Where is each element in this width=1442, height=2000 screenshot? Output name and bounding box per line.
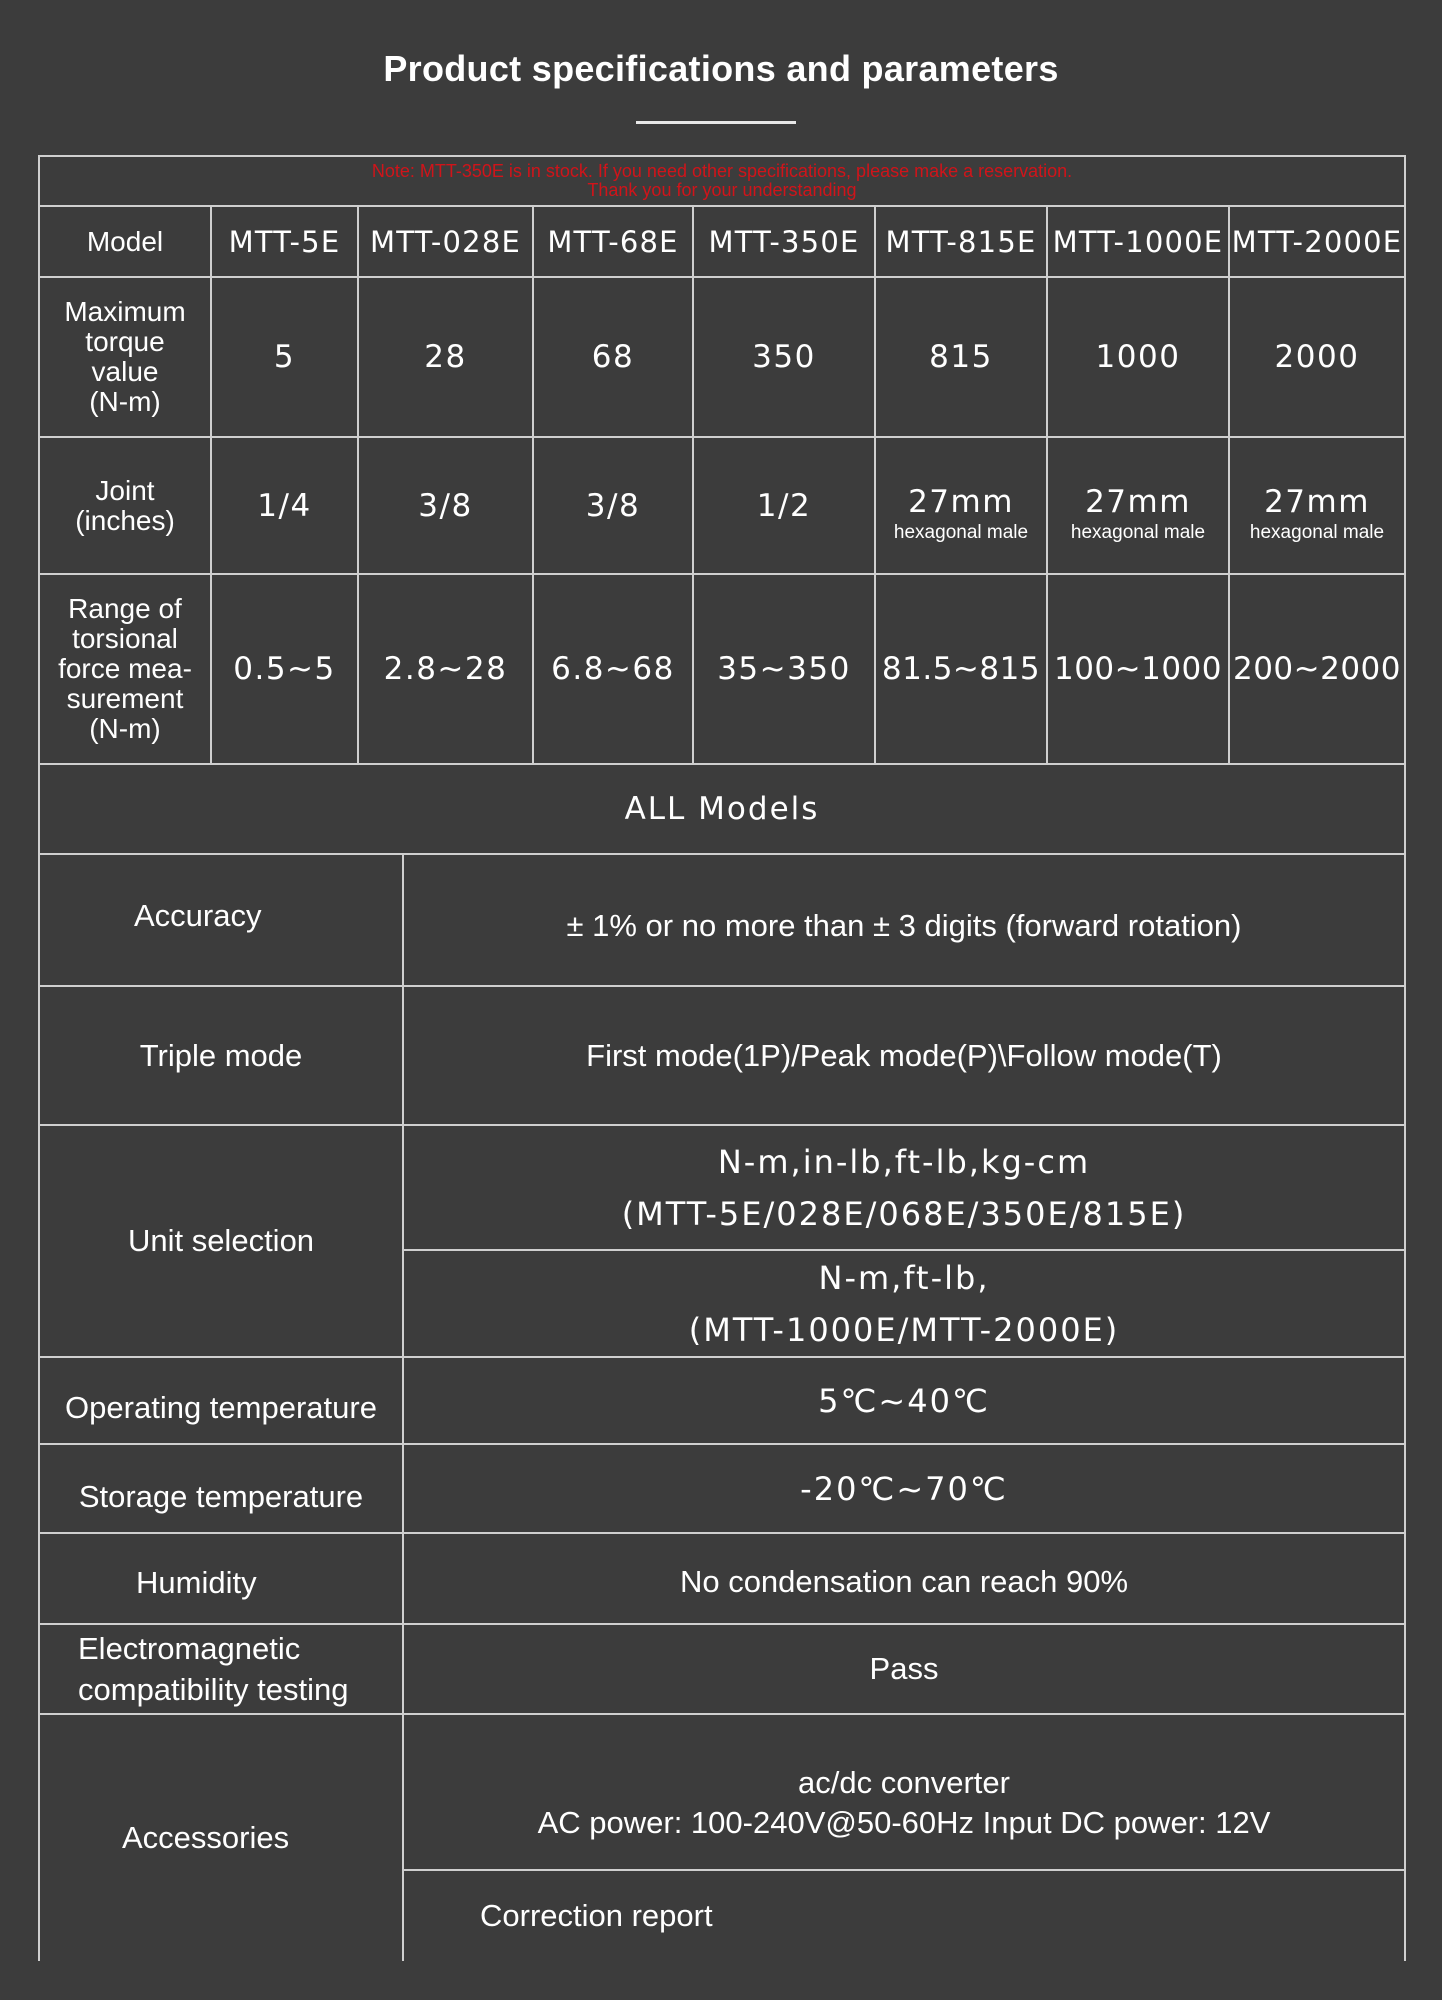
max-torque-value: 1000 bbox=[1095, 339, 1181, 375]
row-label-unit-selection bbox=[40, 1126, 404, 1358]
storage-temp-value-cell bbox=[404, 1445, 1404, 1534]
row-label-triple-mode bbox=[40, 987, 404, 1126]
stock-note-line-2: Thank you for your understanding bbox=[587, 180, 857, 200]
accuracy-value-cell bbox=[404, 855, 1404, 987]
max-torque-cell bbox=[1048, 278, 1230, 438]
triple-mode-value-cell bbox=[404, 987, 1404, 1126]
accessory-converter-spec: AC power: 100-240V@50-60Hz Input DC power: 12V bbox=[537, 1805, 1271, 1840]
range-value: 81.5~815 bbox=[881, 651, 1041, 687]
unit-group-1-models: (MTT-5E/028E/068E/350E/815E) bbox=[621, 1194, 1187, 1233]
model-name: MTT-815E bbox=[885, 224, 1037, 259]
unit-group-2-units: N-m,ft-lb, bbox=[818, 1258, 990, 1297]
row-label-line: value bbox=[91, 356, 159, 387]
title-underline bbox=[636, 121, 796, 124]
emc-value: Pass bbox=[869, 1651, 939, 1686]
max-torque-value: 815 bbox=[929, 339, 993, 375]
max-torque-value: 5 bbox=[273, 339, 296, 375]
model-header-cell bbox=[1230, 207, 1404, 278]
joint-value: 3/8 bbox=[418, 487, 473, 524]
accessory-correction-report: Correction report bbox=[480, 1898, 713, 1933]
range-cell bbox=[212, 575, 359, 765]
row-label-line: surement bbox=[66, 683, 184, 714]
joint-subtext: hexagonal male bbox=[1249, 521, 1385, 543]
range-value: 35~350 bbox=[717, 651, 851, 687]
model-header-cell bbox=[1048, 207, 1230, 278]
row-label-storage-temp bbox=[40, 1445, 404, 1534]
humidity-value-cell bbox=[404, 1534, 1404, 1625]
joint-value: 3/8 bbox=[585, 487, 641, 524]
joint-value: 27mm bbox=[1085, 483, 1191, 520]
range-value: 200~2000 bbox=[1232, 651, 1402, 687]
storage-temp-label: Storage temperature bbox=[78, 1478, 364, 1514]
storage-temp-value: -20℃~70℃ bbox=[800, 1469, 1008, 1508]
row-label-line: torsional bbox=[72, 623, 178, 654]
max-torque-value: 68 bbox=[591, 339, 635, 375]
model-header-cell bbox=[534, 207, 694, 278]
emc-label-line-2: compatibility testing bbox=[78, 1672, 349, 1707]
model-header-cell bbox=[359, 207, 534, 278]
stock-note bbox=[40, 157, 1404, 207]
all-models-heading-text: ALL Models bbox=[624, 791, 820, 827]
range-cell bbox=[534, 575, 694, 765]
row-label-line: torque bbox=[85, 326, 165, 357]
model-name: MTT-68E bbox=[547, 224, 679, 259]
unit-group-2-models: (MTT-1000E/MTT-2000E) bbox=[688, 1310, 1120, 1349]
row-label-line: Maximum bbox=[64, 296, 186, 327]
operating-temp-value: 5℃~40℃ bbox=[818, 1381, 990, 1420]
row-label-line: (inches) bbox=[75, 504, 175, 536]
row-label-line: (N-m) bbox=[89, 386, 161, 417]
row-label-model-text: Model bbox=[86, 225, 164, 257]
range-value: 2.8~28 bbox=[383, 651, 508, 687]
row-label-max-torque bbox=[40, 278, 212, 438]
range-value: 100~1000 bbox=[1053, 651, 1223, 687]
range-value: 6.8~68 bbox=[551, 651, 675, 687]
spec-table bbox=[38, 155, 1406, 1961]
range-value: 0.5~5 bbox=[233, 651, 336, 687]
row-label-joint bbox=[40, 438, 212, 575]
range-cell bbox=[359, 575, 534, 765]
joint-cell bbox=[876, 438, 1048, 575]
page-title: Product specifications and parameters bbox=[383, 48, 1059, 89]
joint-value: 27mm bbox=[1264, 483, 1370, 520]
humidity-value: No condensation can reach 90% bbox=[679, 1563, 1129, 1599]
row-label-emc bbox=[40, 1625, 404, 1715]
max-torque-value: 28 bbox=[424, 339, 467, 375]
max-torque-value: 2000 bbox=[1274, 339, 1360, 375]
joint-value: 1/4 bbox=[257, 487, 312, 524]
joint-subtext: hexagonal male bbox=[1070, 521, 1206, 543]
row-label-operating-temp bbox=[40, 1358, 404, 1445]
model-name: MTT-028E bbox=[369, 224, 522, 259]
unit-group-2-cell bbox=[404, 1251, 1404, 1358]
accessory-converter-name: ac/dc converter bbox=[798, 1765, 1010, 1800]
joint-value: 27mm bbox=[908, 483, 1014, 520]
range-cell bbox=[694, 575, 876, 765]
joint-subtext: hexagonal male bbox=[893, 521, 1029, 543]
model-name: MTT-1000E bbox=[1052, 224, 1224, 259]
unit-group-1-cell bbox=[404, 1126, 1404, 1251]
joint-cell bbox=[534, 438, 694, 575]
triple-mode-value: First mode(1P)/Peak mode(P)\Follow mode(T) bbox=[586, 1037, 1222, 1073]
humidity-label: Humidity bbox=[136, 1564, 257, 1600]
model-header-cell bbox=[212, 207, 359, 278]
range-cell bbox=[1230, 575, 1404, 765]
emc-value-cell bbox=[404, 1625, 1404, 1715]
joint-cell bbox=[1230, 438, 1404, 575]
range-cell bbox=[1048, 575, 1230, 765]
max-torque-cell bbox=[212, 278, 359, 438]
joint-cell bbox=[212, 438, 359, 575]
joint-cell bbox=[359, 438, 534, 575]
operating-temp-label: Operating temperature bbox=[65, 1389, 377, 1425]
emc-label-line-1: Electromagnetic bbox=[78, 1631, 301, 1666]
row-label-range bbox=[40, 575, 212, 765]
model-name: MTT-2000E bbox=[1231, 224, 1403, 259]
model-name: MTT-350E bbox=[708, 224, 860, 259]
row-label-humidity bbox=[40, 1534, 404, 1625]
accessory-correction-report-cell bbox=[404, 1871, 1404, 1961]
accuracy-label: Accuracy bbox=[134, 898, 262, 933]
row-label-accessories bbox=[40, 1715, 404, 1961]
row-label-line: Joint bbox=[95, 474, 155, 506]
row-label-accuracy bbox=[40, 855, 404, 987]
max-torque-cell bbox=[1230, 278, 1404, 438]
joint-cell bbox=[694, 438, 876, 575]
unit-group-1-units: N-m,in-lb,ft-lb,kg-cm bbox=[717, 1142, 1091, 1181]
accuracy-value: ± 1% or no more than ± 3 digits (forward rotation) bbox=[566, 908, 1242, 943]
max-torque-cell bbox=[694, 278, 876, 438]
accessory-converter-cell bbox=[404, 1715, 1404, 1871]
model-name: MTT-5E bbox=[228, 224, 341, 259]
row-label-line: Range of bbox=[68, 593, 182, 624]
joint-cell bbox=[1048, 438, 1230, 575]
max-torque-cell bbox=[359, 278, 534, 438]
unit-selection-label: Unit selection bbox=[127, 1223, 315, 1258]
joint-value: 1/2 bbox=[756, 487, 812, 524]
stock-note-line-1: Note: MTT-350E is in stock. If you need other specifications, please make a reservation. bbox=[371, 161, 1073, 181]
max-torque-value: 350 bbox=[752, 339, 816, 375]
max-torque-cell bbox=[876, 278, 1048, 438]
row-label-model bbox=[40, 207, 212, 278]
accessories-label: Accessories bbox=[122, 1820, 290, 1855]
all-models-heading bbox=[40, 765, 1404, 855]
max-torque-cell bbox=[534, 278, 694, 438]
row-label-line: force mea- bbox=[58, 653, 192, 684]
model-header-cell bbox=[876, 207, 1048, 278]
operating-temp-value-cell bbox=[404, 1358, 1404, 1445]
triple-mode-label: Triple mode bbox=[139, 1037, 303, 1073]
range-cell bbox=[876, 575, 1048, 765]
model-header-cell bbox=[694, 207, 876, 278]
row-label-line: (N-m) bbox=[89, 713, 161, 744]
